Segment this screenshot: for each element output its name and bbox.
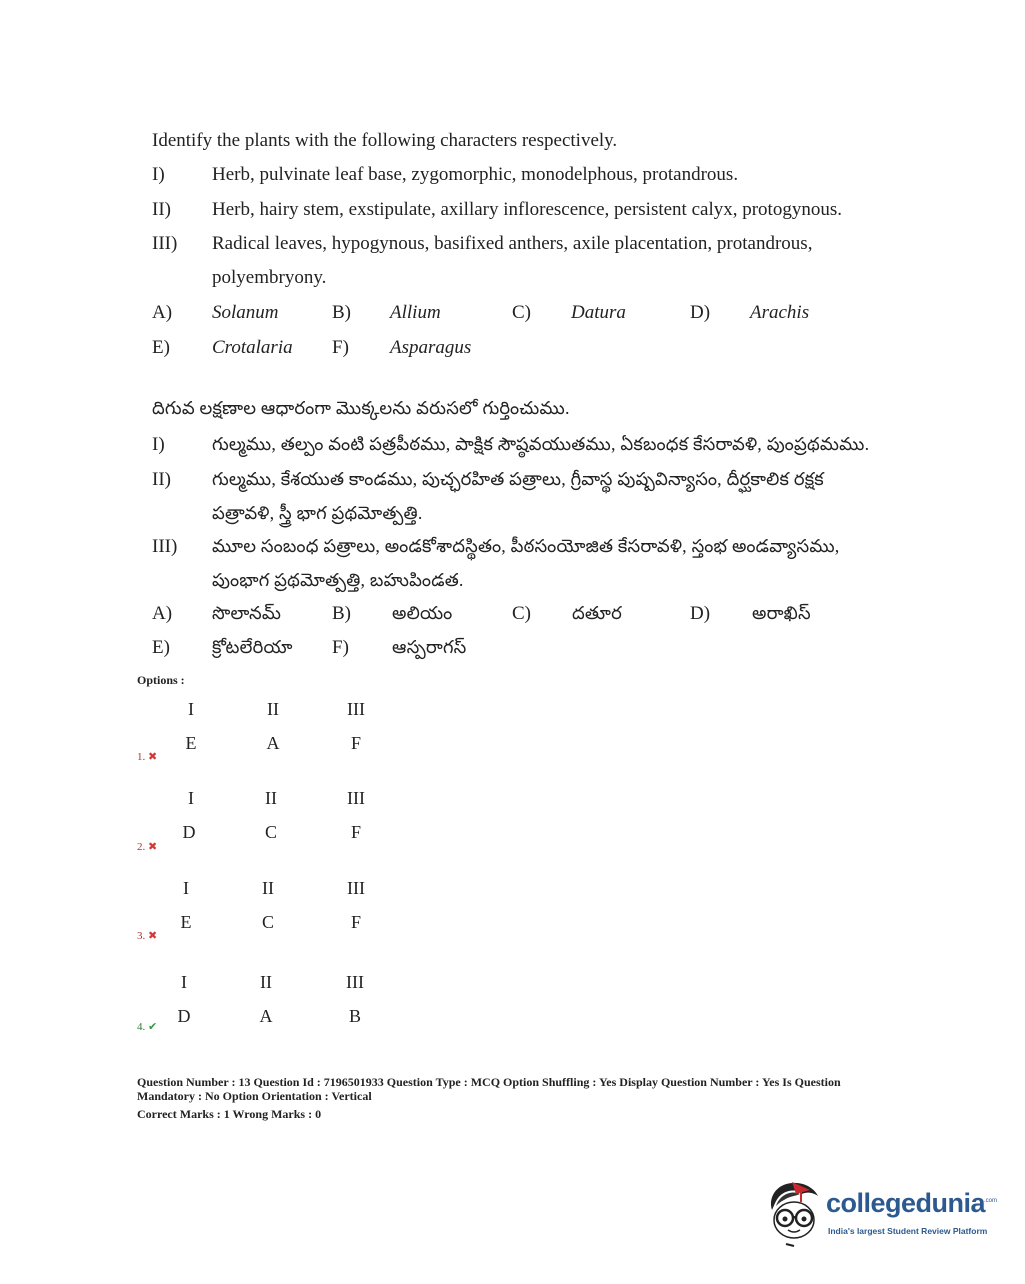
choice-label-en-c: C) xyxy=(512,302,531,323)
choice-label-te-e: E) xyxy=(152,637,170,658)
option-3-header-i: I xyxy=(183,878,189,898)
option-2-number-text: 2. xyxy=(137,841,146,853)
choice-name-te-d: అరాఖిస్ xyxy=(752,603,811,623)
question-stem-te: దిగువ లక్షణాల ఆధారంగా మొక్కలను వరుసలో గుర్తించుము. xyxy=(152,398,570,418)
choice-label-te-c: C) xyxy=(512,603,531,624)
item-text-te-3-cont: పుంభాగ ప్రథమోత్పత్తి, బహుపిండత. xyxy=(212,570,464,590)
choice-label-te-a: A) xyxy=(152,603,173,624)
item-label-en-1: I) xyxy=(152,164,165,185)
check-mark-icon: ✔ xyxy=(148,1021,158,1033)
collegedunia-logo[interactable] xyxy=(766,1180,996,1250)
item-text-te-2-cont: పత్రావళి, స్త్రీ భాగ ప్రథమోత్పత్తి. xyxy=(212,503,423,523)
option-2-answer-iii: F xyxy=(350,822,361,842)
item-text-te-1: గుల్మము, తల్పం వంటి పత్రపీఠము, పాక్షిక సౌష్ఠవయుతము, ఏకబంధక కేసరావళి, పుంప్రథమము. xyxy=(212,434,870,454)
option-1-answer-i: E xyxy=(185,733,197,753)
option-3-answer-ii: C xyxy=(261,912,274,932)
question-meta-line-1: Question Number : 13 Question Id : 7196501933 Question Type : MCQ Option Shuffling : Yes Display Question Number : Yes Is Question xyxy=(137,1075,841,1089)
choice-label-en-d: D) xyxy=(690,302,711,323)
option-3-answer-iii: F xyxy=(350,912,361,932)
choice-name-te-b: అలియం xyxy=(392,603,453,623)
option-2-header-ii: II xyxy=(265,788,277,808)
question-stem-en: Identify the plants with the following characters respectively. xyxy=(152,130,618,151)
item-label-en-2: II) xyxy=(152,199,171,220)
option-4-header-iii: III xyxy=(346,972,364,992)
option-1-header-ii: II xyxy=(267,699,279,719)
choice-label-en-b: B) xyxy=(332,302,351,323)
choice-name-en-f: Asparagus xyxy=(390,337,472,358)
choice-label-te-d: D) xyxy=(690,603,711,624)
option-2-answer-i: D xyxy=(182,822,196,842)
choice-name-te-e: క్రోటలేరియా xyxy=(212,637,293,657)
option-4-answer-ii: A xyxy=(259,1006,273,1026)
item-text-en-3: Radical leaves, hypogynous, basifixed anthers, axile placentation, protandrous, xyxy=(212,233,813,254)
item-text-en-3-cont: polyembryony. xyxy=(212,267,327,288)
choice-label-te-f: F) xyxy=(332,637,349,658)
item-text-en-2: Herb, hairy stem, exstipulate, axillary inflorescence, persistent calyx, protogynous. xyxy=(212,199,842,220)
option-3-answer-i: E xyxy=(180,912,192,932)
option-2-header-i: I xyxy=(188,788,194,808)
question-meta-line-3: Correct Marks : 1 Wrong Marks : 0 xyxy=(137,1107,322,1121)
choice-label-en-f: F) xyxy=(332,337,349,358)
wrong-mark-icon: ✖ xyxy=(148,841,158,853)
option-4-header-ii: II xyxy=(260,972,272,992)
option-1-answer-iii: F xyxy=(350,733,361,753)
choice-label-en-e: E) xyxy=(152,337,170,358)
option-4-number-text: 4. xyxy=(137,1021,146,1033)
option-4-answer-iii: B xyxy=(348,1006,361,1026)
item-text-te-2: గుల్మము, కేశయుత కాండము, పుచ్ఛరహిత పత్రాలు, గ్రీవాస్థ పుష్పవిన్యాసం, దీర్ఘకాలిక రక్షక xyxy=(212,469,824,489)
option-4-header-i: I xyxy=(181,972,187,992)
choice-name-te-f: ఆస్పరాగస్ xyxy=(392,637,467,657)
option-2-header-iii: III xyxy=(347,788,365,808)
wrong-mark-icon: ✖ xyxy=(148,930,158,942)
option-1-header-i: I xyxy=(188,699,194,719)
choice-name-en-c: Datura xyxy=(571,302,626,323)
item-label-te-2: II) xyxy=(152,469,171,490)
item-text-en-1: Herb, pulvinate leaf base, zygomorphic, monodelphous, protandrous. xyxy=(212,164,739,185)
option-1-number xyxy=(137,750,157,763)
wrong-mark-icon: ✖ xyxy=(148,751,158,763)
option-3-number-text: 3. xyxy=(137,930,146,942)
brand-name: collegedunia xyxy=(826,1188,986,1218)
option-3-number xyxy=(137,929,157,942)
student-mascot-icon xyxy=(766,1180,828,1248)
item-label-te-3: III) xyxy=(152,536,178,557)
question-meta-line-2: Mandatory : No Option Orientation : Vertical xyxy=(137,1089,372,1103)
item-label-te-1: I) xyxy=(152,434,165,455)
choice-name-en-b: Allium xyxy=(390,302,441,323)
brand-tagline: India's largest Student Review Platform xyxy=(828,1226,988,1236)
option-4-answer-i: D xyxy=(177,1006,191,1026)
option-1-number-text: 1. xyxy=(137,751,146,763)
options-title: Options : xyxy=(137,673,185,687)
choice-label-te-b: B) xyxy=(332,603,351,624)
item-label-en-3: III) xyxy=(152,233,178,254)
brand-suffix: .com xyxy=(984,1198,998,1204)
option-3-header-ii: II xyxy=(262,878,274,898)
option-2-answer-ii: C xyxy=(264,822,277,842)
item-text-te-3: మూల సంబంధ పత్రాలు, అండకోశాదస్థితం, పీఠసంయోజిత కేసరావళి, స్తంభ అండవ్యాసము, xyxy=(212,536,840,556)
choice-name-en-a: Solanum xyxy=(212,302,279,323)
option-1-answer-ii: A xyxy=(266,733,280,753)
option-2-number xyxy=(137,840,157,853)
option-4-number xyxy=(137,1020,157,1033)
choice-name-en-e: Crotalaria xyxy=(212,337,293,358)
choice-name-en-d: Arachis xyxy=(750,302,810,323)
choice-name-te-a: సొలానమ్ xyxy=(212,603,282,623)
choice-label-en-a: A) xyxy=(152,302,173,323)
option-3-header-iii: III xyxy=(347,878,365,898)
option-1-header-iii: III xyxy=(347,699,365,719)
choice-name-te-c: దతూర xyxy=(572,603,623,623)
